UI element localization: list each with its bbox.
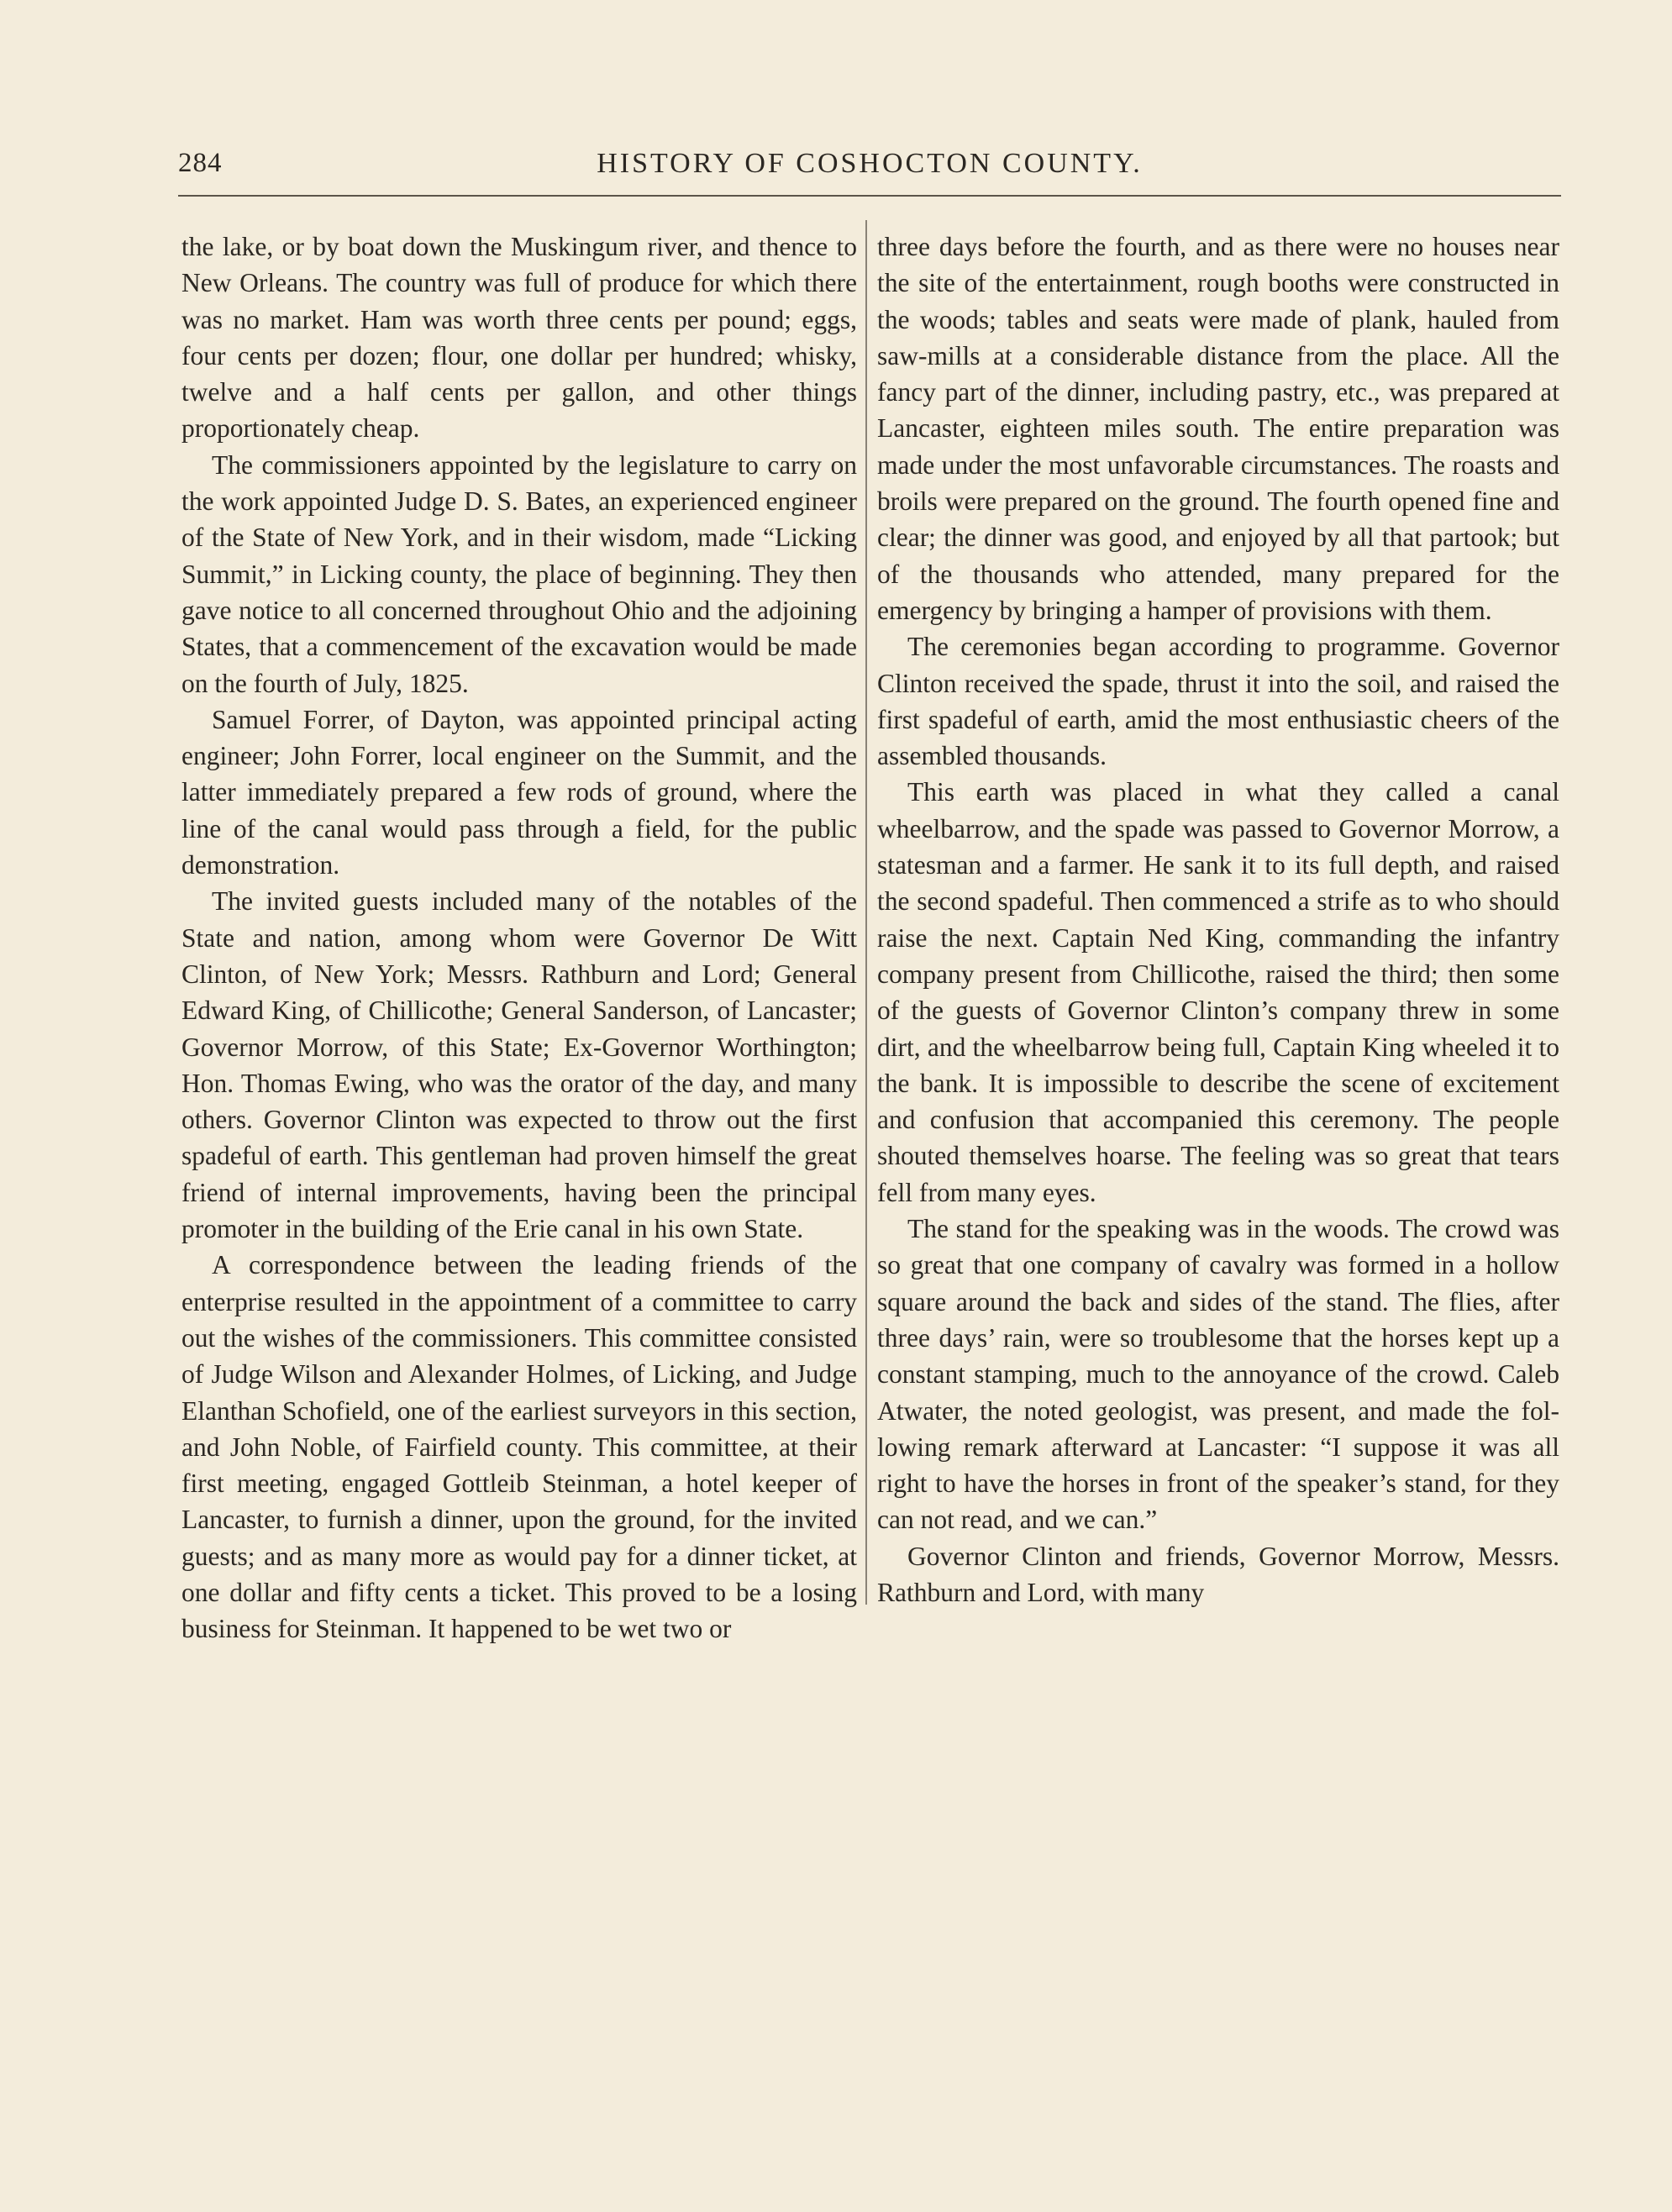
paragraph: This earth was placed in what they called a canal wheelbarrow, and the spade was passed to Governor Morrow, a statesman and a farmer. He sank it to its full depth, and raised the second spadeful. Then commenced a strife as to who should raise the next. Captain Ned King, commanding the infantry company present from Chillicothe, raised the third; then some of the guests of Governor Clinton’s company threw in some dirt, and the wheelbarrow being full, Captain King wheeled it to the bank. It is impossible to describe the scene of excitement and confusion that accompanied this ceremony. The people shouted themselves hoarse. The feeling was so great that tears fell from many eyes. bbox=[877, 777, 1559, 1207]
paragraph: A correspondence between the leading friends of the enterprise resulted in the appointment of a committee to carry out the wishes of the commissioners. This committee consisted of Judge Wilson and Alexander Holmes, of Licking, and Judge Elanthan Schofield, one of the earliest surveyors in this section, and John Noble, of Fairfield county. This committee, at their first meeting, engaged Gottleib Steinman, a hotel keeper of Lancaster, to furnish a dinner, upon the ground, for the invited guests; and as many more as would pay for a dinner ticket, at one dollar and fifty cents a ticket. This proved to be a losing business for Steinman. It happened to be wet two or bbox=[181, 1250, 857, 1644]
right-column bbox=[877, 229, 1559, 1610]
paragraph: The ceremonies began according to programme. Governor Clinton received the spade, thrust it into the soil, and raised the first spadeful of earth, amid the most enthusiastic cheers of the assembled thousands. bbox=[877, 632, 1559, 771]
paragraph: The commissioners appointed by the legislature to carry on the work appointed Judge D. S. Bates, an experienced engineer of the State of New York, and in their wisdom, made “Licking Summit,” in Licking county, the place of beginning. They then gave notice to all concerned throughout Ohio and the adjoining States, that a commencement of the excavation would be made on the fourth of July, 1825. bbox=[181, 449, 857, 698]
running-title: HISTORY OF COSHOCTON COUNTY. bbox=[597, 148, 1143, 179]
header-rule bbox=[178, 195, 1561, 197]
page-number: 284 bbox=[178, 148, 223, 178]
paragraph: The stand for the speaking was in the woods. The crowd was so great that one company of cavalry was formed in a hollow square around the back and sides of the stand. The flies, after three days’ rain, were so troublesome that the horses kept up a constant stamping, much to the annoyance of the crowd. Caleb Atwater, the noted geologist, was present, and made the following remark afterward at Lancaster: “I suppose it was all right to have the horses in front of the speaker’s stand, for they can not read, and we can.” bbox=[877, 1214, 1559, 1535]
paragraph: Governor Clinton and friends, Governor Morrow, Messrs. Rathburn and Lord, with many bbox=[877, 1541, 1559, 1607]
column-divider bbox=[865, 220, 867, 1605]
paragraph: Samuel Forrer, of Dayton, was appointed principal acting engineer; John Forrer, local engineer on the Summit, and the latter immediately prepared a few rods of ground, where the line of the canal would pass through a field, for the public demonstration. bbox=[181, 704, 857, 880]
left-column bbox=[181, 229, 857, 1647]
paragraph: the lake, or by boat down the Muskingum river, and thence to New Orleans. The country was full of produce for which there was no market. Ham was worth three cents per pound; eggs, four cents per dozen; flour, one dollar per hundred; whisky, twelve and a half cents per gallon, and other things proportionately cheap. bbox=[181, 232, 857, 444]
paragraph: three days before the fourth, and as there were no houses near the site of the entertainment, rough booths were constructed in the woods; tables and seats were made of plank, hauled from saw-mills at a considerable distance from the place. All the fancy part of the dinner, including pastry, etc., was prepared at Lancaster, eighteen miles south. The entire preparation was made under the most unfavorable circumstances. The roasts and broils were prepared on the ground. The fourth opened fine and clear; the dinner was good, and enjoyed by all that partook; but of the thousands who attended, many prepared for the emergency by bringing a hamper of provisions with them. bbox=[877, 232, 1559, 625]
paragraph: The invited guests included many of the notables of the State and nation, among whom were Governor De Witt Clinton, of New York; Messrs. Rathburn and Lord; General Edward King, of Chillicothe; General Sanderson, of Lancaster; Governor Morrow, of this State; Ex-Governor Worthington; Hon. Thomas Ewing, who was the orator of the day, and many others. Governor Clinton was expected to throw out the first spadeful of earth. This gentleman had proven himself the great friend of internal improvements, having been the principal promoter in the building of the Erie canal in his own State. bbox=[181, 886, 857, 1244]
page-header bbox=[178, 141, 1561, 192]
